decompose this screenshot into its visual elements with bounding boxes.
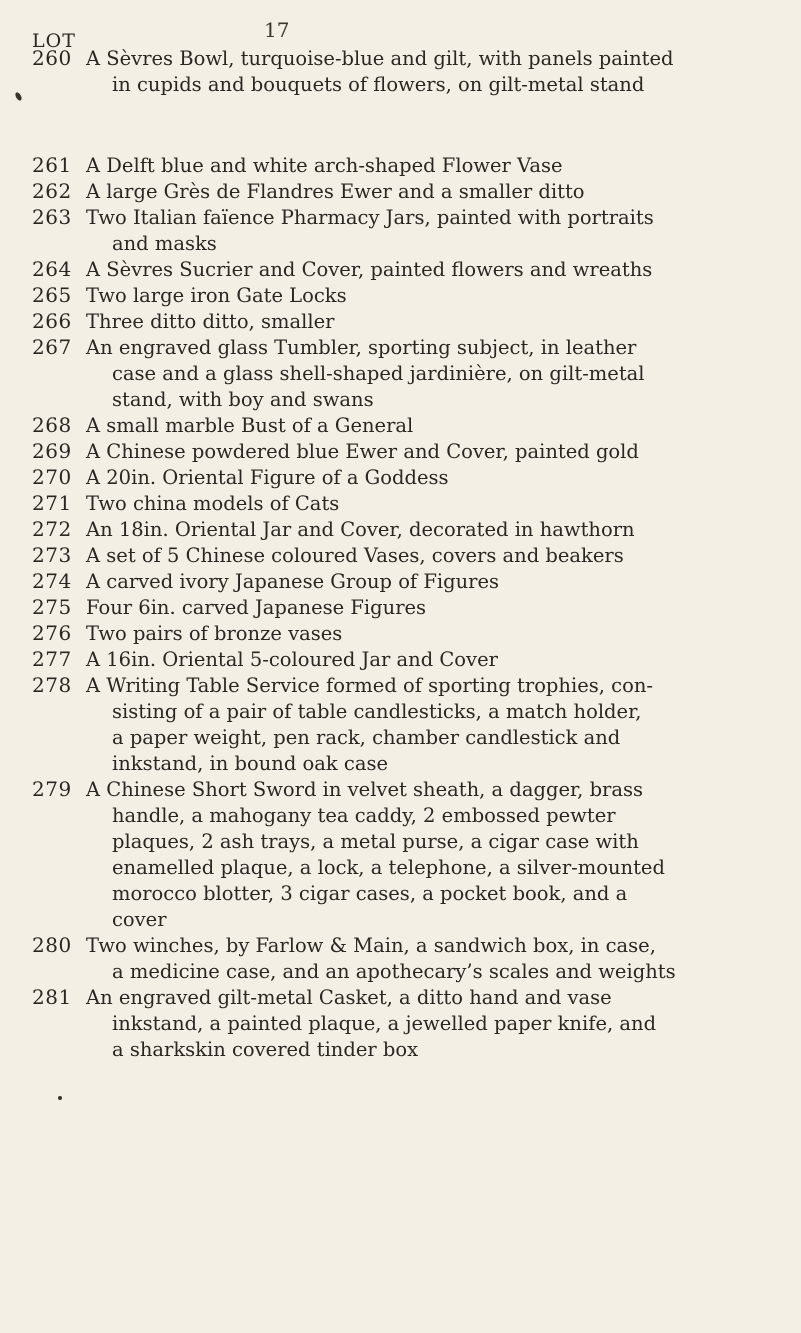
lot-number: 267 xyxy=(32,335,72,359)
description-line: A Delft blue and white arch-shaped Flower Vase xyxy=(86,154,563,177)
lot-number: 273 xyxy=(32,543,72,567)
description-line: An engraved glass Tumbler, sporting subject, in leather xyxy=(86,336,637,359)
lot-description xyxy=(86,205,786,257)
lot-description xyxy=(86,595,786,621)
description-line: Two china models of Cats xyxy=(86,492,340,515)
description-line: A Chinese Short Sword in velvet sheath, a dagger, brass xyxy=(86,778,644,801)
description-line: inkstand, a painted plaque, a jewelled paper knife, and xyxy=(112,1012,657,1035)
description-line: A Sèvres Bowl, turquoise-blue and gilt, with panels painted xyxy=(86,47,674,70)
description-line: A small marble Bust of a General xyxy=(86,414,414,437)
lot-description xyxy=(86,257,786,283)
description-line: a sharkskin covered tinder box xyxy=(112,1038,419,1061)
description-line: case and a glass shell-shaped jardinière, on gilt-metal xyxy=(112,362,645,385)
lot-number: 260 xyxy=(32,46,72,70)
lot-number: 263 xyxy=(32,205,72,229)
description-line: A 16in. Oriental 5-coloured Jar and Cover xyxy=(86,648,498,671)
description-line: a paper weight, pen rack, chamber candlestick and xyxy=(112,726,621,749)
lot-number: 277 xyxy=(32,647,72,671)
page-number: 17 xyxy=(264,18,290,42)
lot-number: 264 xyxy=(32,257,72,281)
lot-description xyxy=(86,621,786,647)
description-line: in cupids and bouquets of flowers, on gilt-metal stand xyxy=(112,73,645,96)
description-line: An 18in. Oriental Jar and Cover, decorated in hawthorn xyxy=(86,518,635,541)
description-line: stand, with boy and swans xyxy=(112,388,374,411)
paper-speck xyxy=(58,1096,62,1100)
lot-column-header: LOT xyxy=(32,30,76,52)
lot-number: 278 xyxy=(32,673,72,697)
description-line: A 20in. Oriental Figure of a Goddess xyxy=(86,466,449,489)
lot-number: 266 xyxy=(32,309,72,333)
lot-number: 265 xyxy=(32,283,72,307)
lot-number: 262 xyxy=(32,179,72,203)
lot-number: 271 xyxy=(32,491,72,515)
lot-description xyxy=(86,569,786,595)
lot-description xyxy=(86,309,786,335)
lot-description xyxy=(86,413,786,439)
lot-number: 279 xyxy=(32,777,72,801)
lot-description xyxy=(86,517,786,543)
description-line: An engraved gilt-metal Casket, a ditto hand and vase xyxy=(86,986,612,1009)
paper-speck xyxy=(14,91,23,101)
lot-description xyxy=(86,153,786,179)
lot-description xyxy=(86,933,786,985)
lot-number: 269 xyxy=(32,439,72,463)
description-line: A set of 5 Chinese coloured Vases, covers and beakers xyxy=(86,544,624,567)
lot-number: 272 xyxy=(32,517,72,541)
description-line: Two pairs of bronze vases xyxy=(86,622,343,645)
description-line: morocco blotter, 3 cigar cases, a pocket book, and a xyxy=(112,882,628,905)
lot-number: 268 xyxy=(32,413,72,437)
description-line: Two large iron Gate Locks xyxy=(86,284,347,307)
lot-description xyxy=(86,673,786,777)
description-line: A Chinese powdered blue Ewer and Cover, painted gold xyxy=(86,440,639,463)
description-line: A Writing Table Service formed of sporting trophies, con- xyxy=(86,674,653,697)
lot-number: 261 xyxy=(32,153,72,177)
lot-description xyxy=(86,543,786,569)
description-line: Three ditto ditto, smaller xyxy=(86,310,335,333)
lot-number: 280 xyxy=(32,933,72,957)
lot-description xyxy=(86,439,786,465)
description-line: A Sèvres Sucrier and Cover, painted flowers and wreaths xyxy=(86,258,653,281)
lot-number: 281 xyxy=(32,985,72,1009)
lot-description xyxy=(86,335,786,413)
lot-description xyxy=(86,465,786,491)
lot-description xyxy=(86,179,786,205)
lot-description xyxy=(86,777,786,933)
description-line: Two Italian faïence Pharmacy Jars, painted with portraits xyxy=(86,206,654,229)
description-line: cover xyxy=(112,908,167,931)
lot-description xyxy=(86,283,786,309)
lot-description xyxy=(86,647,786,673)
lot-number: 270 xyxy=(32,465,72,489)
lot-description xyxy=(86,491,786,517)
lot-number: 274 xyxy=(32,569,72,593)
lot-description xyxy=(86,46,786,98)
description-line: inkstand, in bound oak case xyxy=(112,752,389,775)
description-line: enamelled plaque, a lock, a telephone, a silver-mounted xyxy=(112,856,665,879)
description-line: Two winches, by Farlow & Main, a sandwich box, in case, xyxy=(86,934,656,957)
description-line: plaques, 2 ash trays, a metal purse, a cigar case with xyxy=(112,830,639,853)
description-line: A carved ivory Japanese Group of Figures xyxy=(86,570,500,593)
description-line: a medicine case, and an apothecary’s scales and weights xyxy=(112,960,676,983)
description-line: Four 6in. carved Japanese Figures xyxy=(86,596,427,619)
lot-number: 276 xyxy=(32,621,72,645)
description-line: sisting of a pair of table candlesticks, a match holder, xyxy=(112,700,642,723)
description-line: A large Grès de Flandres Ewer and a smaller ditto xyxy=(86,180,585,203)
lot-number: 275 xyxy=(32,595,72,619)
description-line: handle, a mahogany tea caddy, 2 embossed pewter xyxy=(112,804,616,827)
description-line: and masks xyxy=(112,232,217,255)
lot-description xyxy=(86,985,786,1063)
